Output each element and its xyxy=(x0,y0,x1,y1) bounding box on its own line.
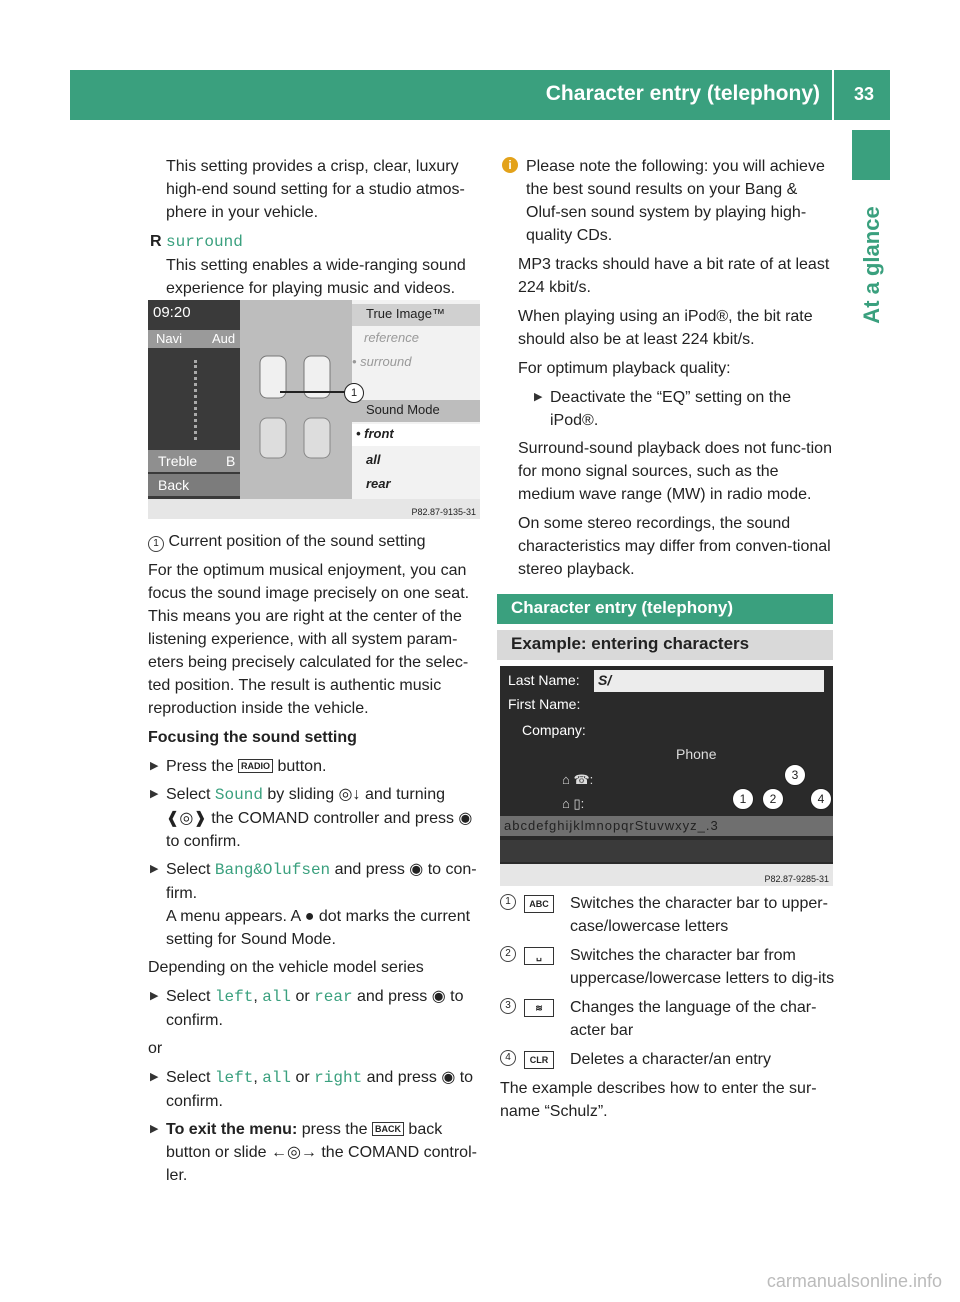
page-header xyxy=(70,70,890,120)
caption-1: 1 Current position of the sound setting xyxy=(148,530,482,553)
callout-2: 2 xyxy=(762,788,784,810)
subsection-heading: Example: entering characters xyxy=(497,630,833,660)
side-tab xyxy=(852,130,890,180)
focus-heading: Focusing the sound setting xyxy=(148,729,357,746)
callout-3: 3 xyxy=(784,764,806,786)
figure-code: P82.87-9135-31 xyxy=(411,507,476,517)
character-list: abcdefghijklmnopqrStuvwxyz_.3 xyxy=(504,818,719,833)
abc-icon: ABC xyxy=(524,895,554,913)
treble-label: Treble xyxy=(158,453,198,469)
surround-item xyxy=(148,230,482,300)
info-text-6: Surround-sound playback does not func-tion for mono signal sources, such as the medium wave range (MW) in radio mode. xyxy=(518,440,832,503)
or-text: or xyxy=(148,1040,163,1057)
left-panel xyxy=(148,300,240,519)
legend-item-4: 4 CLR Deletes a character/an entry xyxy=(500,1048,835,1071)
page-number: 33 xyxy=(853,84,874,104)
right-column-top xyxy=(500,155,835,587)
menu-reference: reference xyxy=(364,330,419,345)
header-title: Character entry (telephony) xyxy=(545,82,820,105)
callout-1: 1 xyxy=(732,788,754,810)
menu-surround: • surround xyxy=(352,354,412,369)
info-text-3: When playing using an iPod®, the bit rate should also be at least 224 kbit/s. xyxy=(518,308,813,348)
sound-menu xyxy=(352,300,480,499)
phone-label: Phone xyxy=(676,746,717,762)
menu-all: all xyxy=(366,452,381,467)
sound-screenshot xyxy=(148,300,480,519)
back-label: Back xyxy=(158,477,190,493)
surround-text: This setting enables a wide-ranging sound experience for playing music and videos. xyxy=(166,257,466,297)
info-text-4: For optimum playback quality: xyxy=(518,360,731,377)
step-select-sound: ▶ Select Sound by sliding ◎↓ and turning ❰◎❱ the COMAND controller and press ◉ to confirm. xyxy=(148,783,482,853)
figure-code: P82.87-9285-31 xyxy=(764,874,829,884)
tab-bar xyxy=(148,330,240,348)
b-label: B xyxy=(226,453,236,469)
left-column-body xyxy=(148,530,482,1192)
figure-code-bar xyxy=(500,864,833,886)
character-bar xyxy=(500,816,833,836)
phone-home-icon: ⌂ ☎: xyxy=(562,772,594,787)
legend-item-3: 3 ≋ Changes the language of the char-acter bar xyxy=(500,996,835,1042)
step-select-right: ▶ Select left, all or right and press ◉ to confirm. xyxy=(148,1066,482,1113)
depending-text: Depending on the vehicle model series xyxy=(148,959,424,976)
side-label: At a glance xyxy=(859,206,884,324)
legend-item-2: 2 ␣ Switches the character bar from uppercase/lowercase letters to dig-its xyxy=(500,944,835,990)
back-row xyxy=(148,474,240,496)
function-bar xyxy=(500,840,833,862)
intro-text: This setting provides a crisp, clear, luxury high-end sound setting for a studio atmos-phere in your vehicle. xyxy=(166,158,465,221)
character-entry-screenshot xyxy=(500,666,833,886)
radio-key-icon: RADIO xyxy=(238,759,273,773)
watermark: carmanualsonline.info xyxy=(766,1271,942,1291)
digits-icon: ␣ xyxy=(524,947,554,965)
example-text: The example describes how to enter the sur-name “Schulz”. xyxy=(500,1080,817,1120)
figure-code-bar xyxy=(148,499,480,519)
paragraph-focus: For the optimum musical enjoyment, you can focus the sound image precisely on one seat. This means you are right at the center of the listening experience, with all system param-eters being precisely calculated for the selec-ted position. The result is authentic music reproduction inside the vehicle. xyxy=(148,562,470,717)
step-select-rear: ▶ Select left, all or rear and press ◉ to confirm. xyxy=(148,985,482,1032)
last-name-field: S/ xyxy=(594,670,824,692)
section-heading: Character entry (telephony) xyxy=(497,594,833,624)
legend-item-1: 1 ABC Switches the character bar to upper-case/lowercase letters xyxy=(500,892,835,938)
last-name-label: Last Name: xyxy=(508,672,580,688)
info-icon: i xyxy=(502,157,518,173)
clear-icon: CLR xyxy=(524,1051,554,1069)
info-note xyxy=(500,155,835,247)
info-text-1: Please note the following: you will achieve the best sound results on your Bang & Oluf-sen sound system by playing high-quality CDs. xyxy=(526,158,825,244)
company-label: Company: xyxy=(522,722,586,738)
menu-front: • front xyxy=(352,424,480,446)
first-name-label: First Name: xyxy=(508,696,581,712)
info-text-7: On some stereo recordings, the sound characteristics may differ from conven-tional stereo playback. xyxy=(518,515,831,578)
callout-1: 1 xyxy=(344,383,364,403)
callout-4: 4 xyxy=(810,788,832,810)
treble-slider xyxy=(194,360,203,440)
header-separator xyxy=(832,70,834,120)
clock: 09:20 xyxy=(153,304,191,321)
menu-header: True Image™ xyxy=(352,304,480,326)
r-bullet: R xyxy=(150,233,162,250)
step-press-radio: ▶ Press the RADIO button. xyxy=(148,755,482,778)
treble-row xyxy=(148,450,240,472)
back-key-icon: BACK xyxy=(372,1122,404,1136)
info-step-eq: ▶ Deactivate the “EQ” setting on the iPod®. xyxy=(532,386,835,432)
info-text-2: MP3 tracks should have a bit rate of at least 224 kbit/s. xyxy=(518,256,830,296)
step-select-bang: ▶ Select Bang&Olufsen and press ◉ to con-firm. A menu appears. A ● dot marks the current setting for Sound Mode. xyxy=(148,858,482,951)
language-icon: ≋ xyxy=(524,999,554,1017)
step-exit-menu: ▶ To exit the menu: press the BACK back button or slide ←◎→ the COMAND control-ler. xyxy=(148,1118,482,1187)
legend xyxy=(500,892,835,1129)
car-seats-diagram xyxy=(240,300,352,499)
navi-tab: Navi xyxy=(156,331,183,346)
surround-option: surround xyxy=(166,233,243,251)
left-column-top xyxy=(148,155,482,300)
audio-tab: Aud xyxy=(212,331,236,346)
mobile-home-icon: ⌂ ▯: xyxy=(562,796,585,811)
menu-rear: rear xyxy=(366,476,391,491)
menu-sound-mode: Sound Mode xyxy=(352,400,480,422)
car-view xyxy=(240,300,352,499)
